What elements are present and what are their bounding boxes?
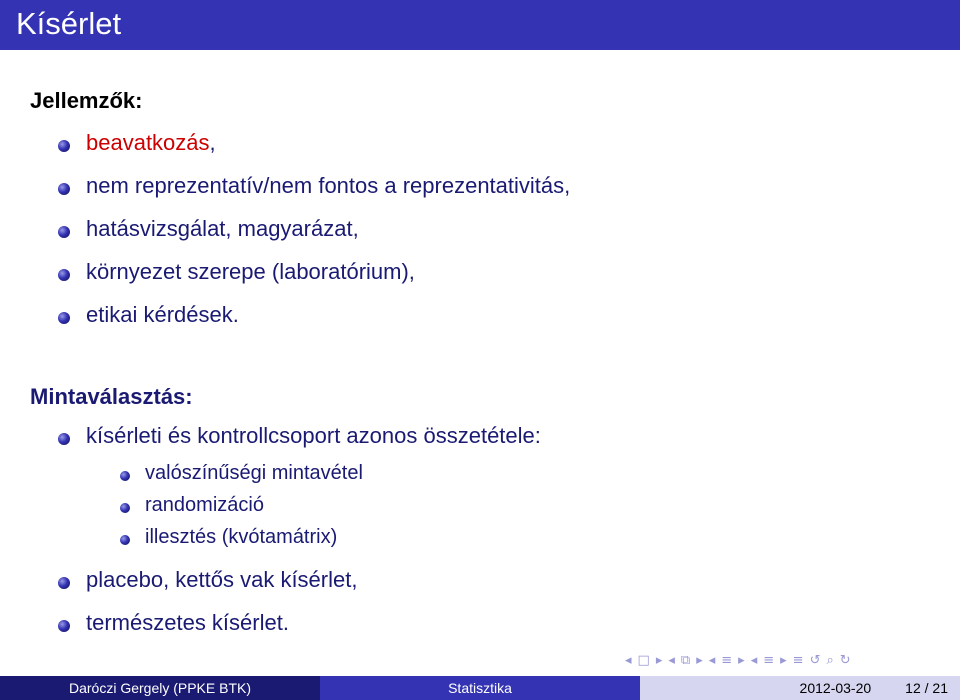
back-icon[interactable]: ↺ [809, 652, 821, 668]
ball-bullet-icon [58, 183, 70, 195]
ball-bullet-icon [120, 471, 130, 481]
sub-list-item: valószínűségi mintavétel [145, 462, 363, 484]
ball-bullet-icon [58, 269, 70, 281]
ball-bullet-icon [58, 577, 70, 589]
nav-right-arrow-icon[interactable]: ▸ [655, 652, 663, 668]
nav-right-arrow-icon[interactable]: ▸ [696, 652, 703, 668]
sub-list-item: illesztés (kvótamátrix) [145, 526, 338, 548]
footer-date: 2012-03-20 [799, 680, 872, 696]
nav-left-arrow-icon[interactable]: ◂ [625, 652, 632, 668]
ball-bullet-icon [120, 535, 130, 545]
nav-document-icon[interactable]: ≡ [792, 652, 804, 668]
slide-title: Kísérlet [16, 6, 122, 41]
ball-bullet-icon [58, 226, 70, 238]
block-heading-mintavalasztas: Mintaválasztás: [30, 384, 193, 409]
nav-left-arrow-icon[interactable]: ◂ [668, 652, 675, 668]
footer-page-number: 12 / 21 [905, 680, 948, 696]
nav-section-icon[interactable]: ≡ [763, 652, 775, 668]
list-item: hatásvizsgálat, magyarázat, [86, 216, 359, 241]
block-heading-jellemzok: Jellemzők: [30, 88, 143, 113]
list-item: nem reprezentatív/nem fontos a reprezentativitás, [86, 173, 571, 198]
list-item: etikai kérdések. [86, 302, 239, 327]
nav-frame-icon[interactable]: □ [637, 652, 650, 668]
list-item: természetes kísérlet. [86, 610, 289, 635]
footer-date-page [640, 676, 960, 700]
forward-icon[interactable]: ↻ [839, 652, 851, 668]
nav-right-arrow-icon[interactable]: ▸ [738, 652, 745, 668]
ball-bullet-icon [58, 140, 70, 152]
list-item: beavatkozás, [86, 130, 216, 155]
ball-bullet-icon [58, 433, 70, 445]
nav-section-icon[interactable]: ≡ [721, 652, 733, 668]
sub-list-item: randomizáció [145, 494, 264, 516]
search-icon[interactable]: ⌕ [826, 652, 834, 668]
nav-right-arrow-icon[interactable]: ▸ [780, 652, 787, 668]
footer-bar [0, 676, 960, 700]
list-item: placebo, kettős vak kísérlet, [86, 567, 358, 592]
footer-author: Daróczi Gergely (PPKE BTK) [0, 676, 320, 700]
list-item: kísérleti és kontrollcsoport azonos összetétele: [86, 423, 541, 448]
beamer-navigation [625, 651, 851, 669]
ball-bullet-icon [120, 503, 130, 513]
nav-left-arrow-icon[interactable]: ◂ [750, 652, 758, 668]
nav-subsection-icon[interactable]: ⧉ [680, 652, 691, 668]
list-item: környezet szerepe (laboratórium), [86, 259, 415, 284]
ball-bullet-icon [58, 312, 70, 324]
footer-course: Statisztika [320, 676, 640, 700]
ball-bullet-icon [58, 620, 70, 632]
title-bar [0, 0, 960, 50]
nav-left-arrow-icon[interactable]: ◂ [708, 652, 716, 668]
